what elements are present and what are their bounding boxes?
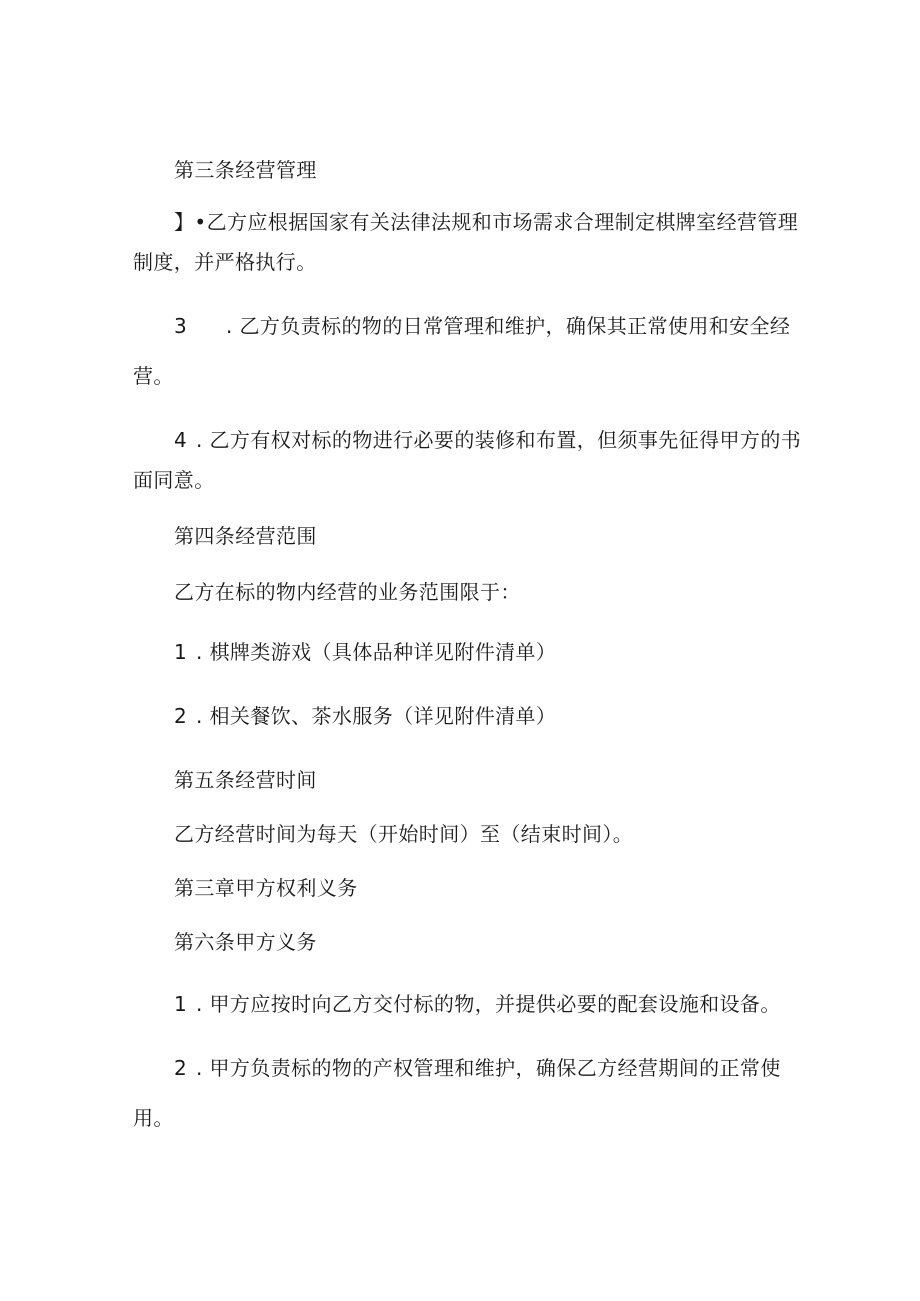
paragraph-4-line-2: 面同意。 (133, 468, 215, 492)
section-6-title: 第六条甲方义务 (174, 930, 317, 954)
paragraph-3-number: 3 (174, 314, 188, 338)
paragraph-3-line-1 (174, 314, 790, 338)
paragraph-4-number: 4 (174, 428, 188, 452)
paragraph-3-text: . 乙方负责标的物的日常管理和维护，确保其正常使用和安全经 (226, 314, 791, 338)
section-3-title: 第三条经营管理 (174, 158, 317, 182)
section-6-item-1-number: 1 (174, 992, 188, 1016)
paragraph-4-text: . 乙方有权对标的物进行必要的装修和布置，但须事先征得甲方的书 (196, 428, 802, 452)
section-4-item-2 (174, 704, 556, 728)
section-6-item-1-text: . 甲方应按时向乙方交付标的物，并提供必要的配套设施和设备。 (196, 992, 781, 1016)
chapter-3-title: 第三章甲方权利义务 (174, 876, 358, 900)
paragraph-1-line-2: 制度，并严格执行。 (133, 250, 317, 274)
section-5-title: 第五条经营时间 (174, 768, 317, 792)
section-6-item-2-number: 2 (174, 1056, 188, 1080)
section-4-item-2-number: 2 (174, 704, 188, 728)
paragraph-1-line-1 (174, 210, 798, 234)
section-4-item-1 (174, 640, 556, 664)
paragraph-3-line-2: 营。 (133, 364, 174, 388)
paragraph-1-marker: 】• (174, 210, 207, 234)
section-6-item-2-line-1 (174, 1056, 781, 1080)
section-4-title: 第四条经营范围 (174, 524, 317, 548)
section-4-intro: 乙方在标的物内经营的业务范围限于： (174, 580, 521, 604)
section-4-item-1-number: 1 (174, 640, 188, 664)
section-6-item-2-line-2: 用。 (133, 1106, 174, 1130)
section-4-item-2-text: . 相关餐饮、茶水服务（详见附件清单） (196, 704, 557, 728)
paragraph-1-text: 乙方应根据国家有关法律法规和市场需求合理制定棋牌室经营管理 (206, 210, 799, 234)
section-5-text: 乙方经营时间为每天（开始时间）至（结束时间）。 (174, 822, 634, 846)
section-6-item-2-text: . 甲方负责标的物的产权管理和维护，确保乙方经营期间的正常使 (196, 1056, 781, 1080)
section-4-item-1-text: . 棋牌类游戏（具体品种详见附件清单） (196, 640, 557, 664)
section-6-item-1 (174, 992, 781, 1016)
paragraph-4-line-1 (174, 428, 801, 452)
